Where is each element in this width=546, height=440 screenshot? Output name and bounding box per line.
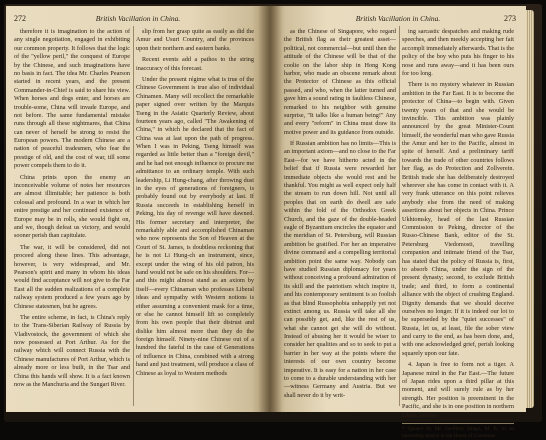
left-running-head: British Vacillation in China. (95, 14, 181, 23)
paragraph: slip from her grasp quite as easily as did the Amur and Usuri Country, and the provinces upon their northern and eastern banks. (136, 28, 254, 52)
right-page-header (270, 14, 526, 23)
paragraph: Under the present régime what is true of the Chinese Government is true also of individual Chinamen. Many will recollect the remarkable paper signed over written by the Marquis Tseng in the Asiatic Quarterly Review, about fourteen years ago, called "The Awakening of China," in which he declared that the fact of China was at last upon the path of progress. When I was in Peking, Tseng himself was regarded as little better than a "foreign devil," and he had not enough influence to procure me admittance to an ordinary temple. With such leadership, Li Hung-chang, after throwing dust in the eyes of generations of foreigners, is probably found out by everybody at last. If Russia succeeds in establishing herself in Peking, his day of revenge will have dawned. His former secretary and interpreter, the remarkably able and accomplished Chinaman who now represents the Son of Heaven at the Court of St. James, is doubtless reckoning that he is not Li Hung-ch an instrument, since, except under the wing of his old patron, his hand would not be safe on his shoulders. For—and this might almost stand as an axiom by itself—every Chinaman who professes Liberal ideas and sympathy with Western notions is either assuming a convenient mask for a time, or else he cannot himself lift so completely from his own people that their distrust and dislike him almost more than they do the foreign himself. Ninety-nine Chinese out of a hundred the fateful in the case of Generations of influence in China, combined with a strong hand and just treatment, will produce a class of Chinese as loyal to Western methods (136, 75, 254, 377)
paragraph: There is no mystery whatever in Russian ambition in the Far East. It is to become the protector of China—to begin with. Given twenty years of that and she would be invincible. This ambition was plainly announced by the great Minister-Count himself, the wonderful man who gave Russia the Amur and her to the Pacific, almost in spite of herself. And a preliminary tariff towards the trade of other countries follows her flag, as do Protection and Zollverein. British trade she has deliberately destroyed wherever she has come in contact with it. A very frank utterance on this point relieves anybody else from the need of making assertions about her objects in China. Prince Ukhtomsky, head of the last Russian Commission to Peking, director of the Russo-Chinese Bank, editor of the St. Petersburg Viedomosti, travelling companion and intimate friend of the Tsar, has stated that the policy of Russia is, first, to absorb China, under the sign of the present dynasty; second, to exclude British trade; and third, to form a continental alliance with the object of crushing England. Dignity demands that we should deceive ourselves no longer. If it is indeed our lot to be superseded by the "quiet successes" of Russia, let us, at least, file the sober view and carry to the end, as has been done, and, with one acknowledged grief, perish looking squarely upon our fate. (402, 81, 514, 357)
left-page-number: 272 (14, 14, 26, 23)
left-column-1 (14, 28, 130, 406)
paragraph: The entire scheme, in fact, is China's reply to the Trans-Siberian Railway of Russia by Vladivostock, the government of which she now possessed at Port Arthur. As for the railway which will connect Russia with the Chinese manufactures of Port Arthur, which is already more or less built, in the Tsar and China this hands will show. It is a fact known now as the Manchuria and the Sungari River. (14, 313, 130, 389)
paragraph: as the Chinese of Singapore, who regard the British flag as their greatest asset—political, not commercial—but until then the attitude of the Chinese will be that of the coolie on the labor ship in Hong Kong harbor, who made an obscene remark about the Protector of Chinese as this official passed, and who, when the latter turned and gave him a sound rating in faultless Chinese, remarked to his neighbor with genuine surprise, "It talks like a human being!" Any and every "reform" in China must draw its motive power and its guidance from outside. (284, 28, 396, 136)
paragraph: 4. Japan is free to form not a tiger. A Japanese mind in the Far East.—The future of Japan rides upon a third pillar at this moment, and will surely rule as by her strength. Her position is preeminent in the Pacific, and she is in one position in northern China, and in- (402, 361, 514, 419)
column-divider (133, 26, 134, 406)
left-page-header (6, 14, 270, 23)
paragraph: China prints upon the enemy an inconceivable volume of notes her resources are almost illimitable; her patience is both colossal and profound. In a war in which her entire prestige and her continued existence of Europe may be in rolls, she would fight on, and we, though defeat us victory, and would sooner perish than capitulate. (14, 173, 130, 240)
paragraph: If Russian ambition has no limits—This is an important axiom—and no close to the Far East—for we have hitherto acted in the belief that if Russia were rewarded her immediate objects she would rest and be thankful. You might as well expect only half the stream to run down hill. Not until all peoples that on earth do dwell are safe within the fold of the Orthodox Greek Church, and the gaze of the double-headed eagle of Byzantium encircles the equator and the meridian of St. Petersburg, will Russian ambition be gratified. For her an imperative divine command and a compelling territorial ambition point the same way. Nobody can have studied Russian diplomacy for years without conceiving a profound admiration of its skill and the patriotism which inspire it, and his contemporary sentiment is so foolish as that blind Russophobia unhappily yet not extinct among us. Russia will take all she can possibly get, and, like the rest of us, what she cannot get she will do without. Instead of abusing her it would be wiser to consider her qualities and so to seek to put a barrier in her way at the points where the interests of our own country become imperative. It is easy for a nation in her case to come to a durable understanding with her—witness Germany and Austria. But we shall never do it by writ- (284, 140, 396, 399)
left-page (6, 6, 270, 412)
right-column-1 (284, 28, 396, 406)
paragraph: ing sarcastic despatches and making rude speeches, and then meekly accepting her fait accompli immediately afterwards. That is the policy of the boy who puts his finger to his nose and runs away—and it has been ours for too long. (402, 28, 514, 77)
right-running-head: British Vacillation in China. (355, 14, 441, 23)
right-column-2 (402, 28, 514, 440)
left-column-2 (136, 28, 254, 406)
paragraph: Recent events add a pathos to the string inaccuracy of this forecast. (136, 56, 254, 72)
right-page-number: 273 (504, 14, 516, 23)
paragraph: therefore it is imagination to the action of any single negotiation, engaged in exhibiting our common property. It follows that the logic of the "yellow peril," the conquest of Europe by the Chinese, and such imaginations have no basis in fact. The idea Mr. Charles Pearson started in recent years, and the present Commander-in-Chief is said to share his view. When horses and dogs enter, and horses are trouble-some, China will invade Europe, and not before. The same fundamental mistake runs through all these nightmares, that China can never of herself be strong to resist the European powers. The modern Chinese are a nation of peaceful tradesmen, who fear the prestige of old, and the cost of war, till some power compels them to do it. (14, 28, 130, 170)
column-divider (399, 26, 400, 406)
right-page (270, 6, 526, 440)
footnote: * Quoted by Mr. Geoffrey Drage, M. P., in an interesting speech in the House of Commons. (402, 423, 514, 440)
paragraph: The war, it will be considered, did not proceed along these lines. This advantage, however, is very widespread, and Mr. Pearson's spirit and many in whom his ideas would find acceptance will not give to the Far East all the sudden realizations of a complete railway system produced a few years ago by Chinese statesmen, but he agrees. (14, 243, 130, 310)
page-edges (526, 10, 534, 408)
